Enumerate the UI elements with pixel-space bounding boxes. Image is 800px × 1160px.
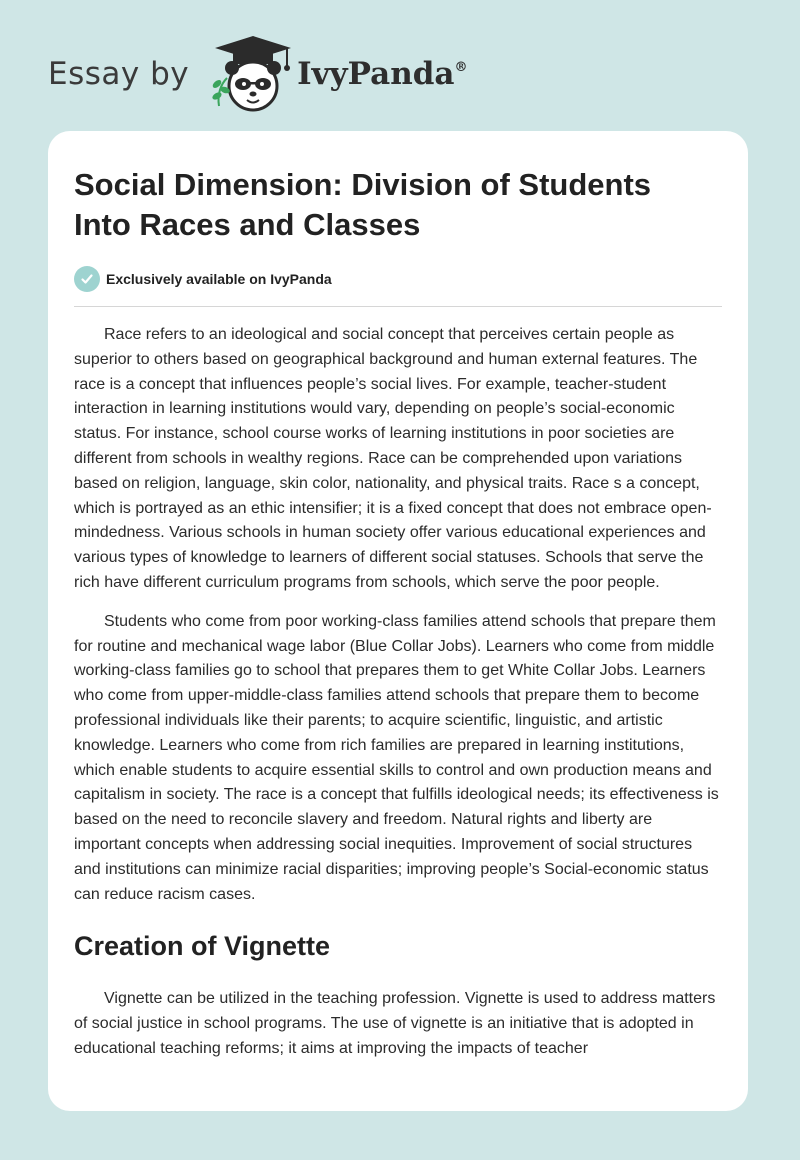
essay-card <box>48 131 748 1111</box>
exclusive-badge <box>74 264 722 294</box>
site-header <box>48 34 468 114</box>
exclusive-badge-label: Exclusively available on IvyPanda <box>106 271 332 287</box>
registered-mark: ® <box>454 60 468 75</box>
divider <box>74 306 722 307</box>
brand-name-text: IvyPanda <box>297 56 455 92</box>
essay-by-label: Essay by <box>48 56 190 92</box>
section-heading: Creation of Vignette <box>74 931 331 962</box>
check-icon <box>74 266 100 292</box>
brand-name[interactable] <box>297 56 467 92</box>
panda-logo-icon[interactable] <box>203 34 295 114</box>
essay-title: Social Dimension: Division of Students Into Races and Classes <box>74 167 652 242</box>
paragraph-2: Students who come from poor working-class families attend schools that prepare them for routine and mechanical wage labor (Blue Collar Jobs). Learners who come from middle working-class families go to school that prepares them to get White Collar Jobs. Learners who come from upper-middle-class families attend schools that prepare them to become professional individuals like their parents; to acquire scientific, linguistic, and artistic knowledge. Learners who come from rich families are prepared in learning institutions, which enable students to acquire essential skills to control and own production means and capitalism in society. The race is a concept that fulfills ideological needs; its effectiveness is based on the need to reconcile slavery and freedom. Natural rights and liberty are important concepts when addressing social inequities. Improvement of social structures and institutions can minimize racial disparities; improving people’s Social-economic status can reduce racism cases. <box>74 612 719 903</box>
section-paragraph: Vignette can be utilized in the teaching profession. Vignette is used to address matters of social justice in school programs. The use of vignette is an initiative that is adopted in educational teaching reforms; it aims at improving the impacts of teacher <box>74 990 716 1057</box>
paragraph-1: Race refers to an ideological and social concept that perceives certain people as superior to others based on geographical background and human external features. The race is a concept that influences people’s social lives. For example, teacher-student interaction in learning institutions would vary, depending on people’s social-economic status. For instance, school course works of learning institutions in poor societies are different from schools in wealthy regions. Race can be comprehended upon variations based on religion, language, skin color, nationality, and physical traits. Race s a concept, which is portrayed as an ethic intensifier; it is a fixed concept that does not embrace open-mindedness. Various schools in human society offer various educational experiences and various types of knowledge to learners of different social statuses. Schools that serve the rich have different curriculum programs from schools, which serve the poor people. <box>74 326 712 591</box>
